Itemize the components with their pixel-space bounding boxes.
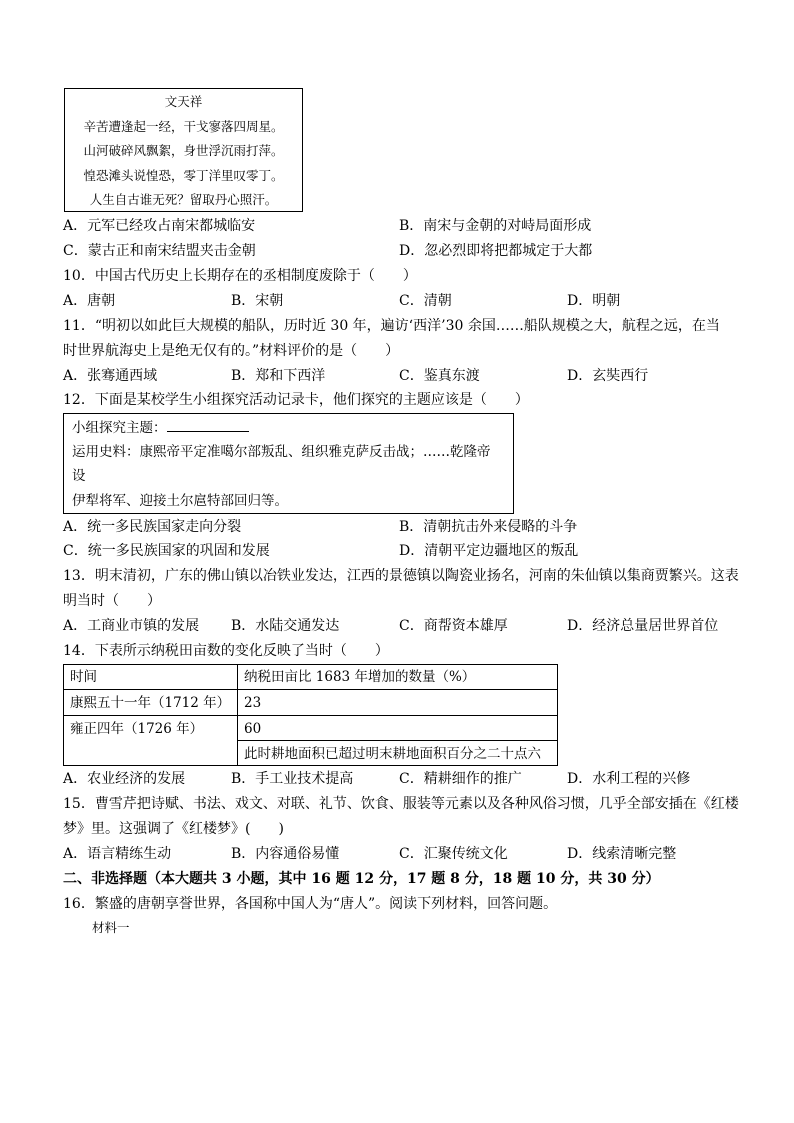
q11-option-d[interactable]: D．玄奘西行 — [567, 368, 649, 384]
table-row2-value: 60 — [244, 721, 262, 737]
q13-stem-line-2: 明当时（ ） — [63, 593, 161, 609]
q10-option-a[interactable]: A．唐朝 — [63, 293, 116, 309]
table-row2-note: 此时耕地面积已超过明末耕地面积百分之二十点六 — [244, 746, 541, 762]
poem-line-3: 惶恐滩头说惶恐，零丁洋里叹零丁。 — [83, 168, 284, 183]
q14-option-a[interactable]: A．农业经济的发展 — [63, 771, 186, 787]
q15-stem-line-2: 梦》里。这强调了《红楼梦》( ) — [63, 821, 284, 837]
q9-option-b[interactable]: B．南宋与金朝的对峙局面形成 — [399, 218, 592, 234]
q14-option-c[interactable]: C．精耕细作的推广 — [399, 771, 522, 787]
card-line-4: 伊犁将军、迎接土尔扈特部回归等。 — [72, 493, 288, 509]
q13-option-b[interactable]: B．水陆交通发达 — [231, 618, 340, 634]
q10-option-d[interactable]: D．明朝 — [567, 293, 621, 309]
q11-stem-line-1: 11．“明初以如此巨大规模的船队，历时近 30 年，遍访‘西洋’30 余国……船队规模之大，航程之远，在当 — [63, 318, 720, 334]
q10-option-c[interactable]: C．清朝 — [399, 293, 452, 309]
tax-table — [63, 664, 558, 766]
poem-line-1: 辛苦遭逢起一经，干戈寥落四周星。 — [83, 119, 284, 134]
q12-option-c[interactable]: C．统一多民族国家的巩固和发展 — [63, 543, 270, 559]
table-row-divider — [238, 740, 557, 741]
q13-option-a[interactable]: A．工商业市镇的发展 — [63, 618, 200, 634]
q10-option-b[interactable]: B．宋朝 — [231, 293, 284, 309]
q12-option-b[interactable]: B．清朝抗击外来侵略的斗争 — [399, 519, 578, 535]
q11-option-a[interactable]: A．张骞通西域 — [63, 368, 158, 384]
q13-option-c[interactable]: C．商帮资本雄厚 — [399, 618, 508, 634]
poem-line-4: 人生自古谁无死？留取丹心照汗。 — [89, 192, 278, 207]
poem-line-2: 山河破碎风飘絮，身世浮沉雨打萍。 — [83, 143, 284, 158]
poem-box — [64, 88, 303, 212]
q11-stem-line-2: 时世界航海史上是绝无仅有的。”材料评价的是（ ） — [63, 343, 400, 359]
card-line-2: 运用史料：康熙帝平定准噶尔部叛乱、组织雅克萨反击战；……乾隆帝 — [72, 444, 491, 460]
q15-option-a[interactable]: A．语言精练生动 — [63, 846, 172, 862]
table-row2-time: 雍正四年（1726 年） — [70, 721, 204, 737]
q13-stem-line-1: 13．明末清初，广东的佛山镇以冶铁业发达，江西的景德镇以陶瓷业扬名，河南的朱仙镇以集商贾繁兴。这表 — [63, 568, 739, 584]
q11-option-b[interactable]: B．郑和下西洋 — [231, 368, 326, 384]
q12-option-d[interactable]: D．清朝平定边疆地区的叛乱 — [399, 543, 579, 559]
card-topic-row — [72, 417, 249, 438]
q15-stem-line-1: 15．曹雪芹把诗赋、书法、戏文、对联、礼节、饮食、服装等元素以及各种风俗习惯，几乎全部安插在《红楼 — [63, 796, 739, 812]
card-line-3: 设 — [72, 468, 86, 484]
q12-stem: 12．下面是某校学生小组探究活动记录卡，他们探究的主题应该是（ ） — [63, 392, 529, 408]
table-row-divider — [64, 715, 557, 716]
q9-option-d[interactable]: D．忽必烈即将把都城定于大都 — [399, 243, 593, 259]
q14-stem: 14．下表所示纳税田亩数的变化反映了当时（ ） — [63, 643, 389, 659]
q15-option-d[interactable]: D．线索清晰完整 — [567, 846, 677, 862]
table-header-time: 时间 — [70, 669, 97, 685]
table-row1-time: 康熙五十一年（1712 年） — [70, 695, 231, 711]
table-row-divider — [64, 689, 557, 690]
q16-material-1-label: 材料一 — [92, 920, 130, 935]
q11-option-c[interactable]: C．鉴真东渡 — [399, 368, 480, 384]
q10-stem: 10．中国古代历史上长期存在的丞相制度废除于（ ） — [63, 268, 417, 284]
q15-option-c[interactable]: C．汇聚传统文化 — [399, 846, 508, 862]
q15-option-b[interactable]: B．内容通俗易懂 — [231, 846, 340, 862]
poem-title: 文天祥 — [164, 94, 203, 109]
card-topic-blank — [167, 417, 249, 432]
section-2-title: 二、非选择题（本大题共 3 小题，其中 16 题 12 分，17 题 8 分，18 题 10 分，共 30 分） — [63, 871, 660, 887]
q12-option-a[interactable]: A．统一多民族国家走向分裂 — [63, 519, 242, 535]
table-row1-value: 23 — [244, 695, 262, 711]
research-card — [63, 413, 514, 514]
q14-option-b[interactable]: B．手工业技术提高 — [231, 771, 354, 787]
q13-option-d[interactable]: D．经济总量居世界首位 — [567, 618, 719, 634]
q14-option-d[interactable]: D．水利工程的兴修 — [567, 771, 691, 787]
q9-option-a[interactable]: A．元军已经攻占南宋都城临安 — [63, 218, 256, 234]
q16-stem: 16．繁盛的唐朝享誉世界，各国称中国人为“唐人”。阅读下列材料，回答问题。 — [63, 896, 558, 912]
table-header-value: 纳税田亩比 1683 年增加的数量（%） — [244, 669, 476, 685]
card-topic-label: 小组探究主题： — [72, 420, 167, 436]
q9-option-c[interactable]: C．蒙古正和南宋结盟夹击金朝 — [63, 243, 256, 259]
